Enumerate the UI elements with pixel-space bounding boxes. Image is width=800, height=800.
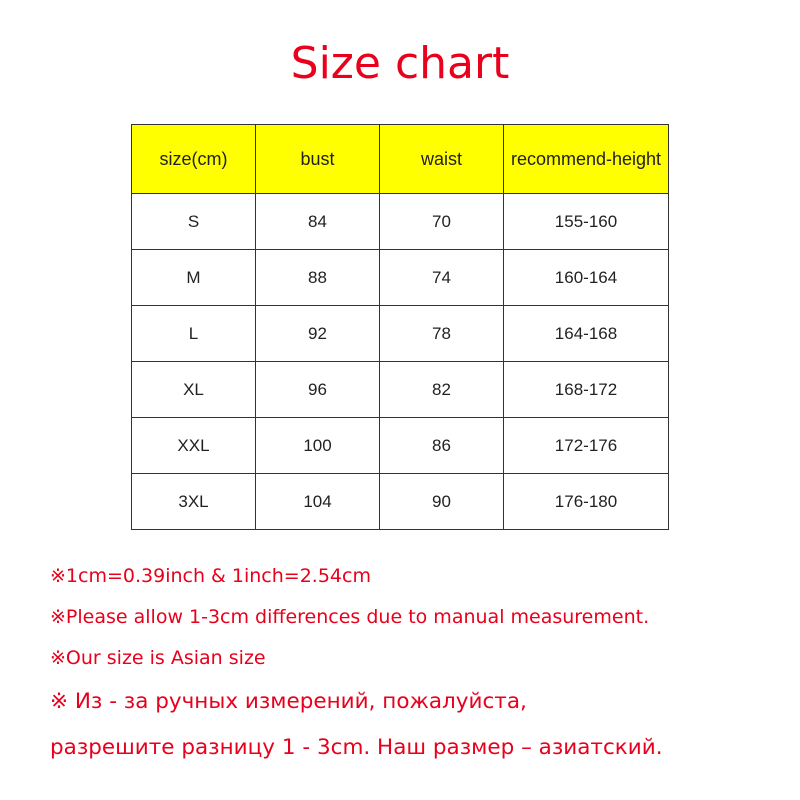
cell-size: S — [132, 194, 256, 250]
table-row — [132, 250, 669, 306]
page-title: Size chart — [290, 38, 510, 89]
cell-size: XL — [132, 362, 256, 418]
size-table — [131, 124, 669, 530]
table-row — [132, 194, 669, 250]
cell-waist: 70 — [380, 194, 504, 250]
cell-bust: 84 — [256, 194, 380, 250]
cell-waist: 74 — [380, 250, 504, 306]
cell-waist: 86 — [380, 418, 504, 474]
cell-height: 172-176 — [504, 418, 669, 474]
note-russian-line-1: ※ Из - за ручных измерений, пожалуйста, — [50, 689, 527, 714]
table-row — [132, 418, 669, 474]
cell-bust: 92 — [256, 306, 380, 362]
cell-waist: 90 — [380, 474, 504, 530]
notes — [50, 556, 790, 771]
cell-waist: 82 — [380, 362, 504, 418]
table-row — [132, 474, 669, 530]
cell-height: 160-164 — [504, 250, 669, 306]
table-header-row — [132, 125, 669, 194]
cell-height: 168-172 — [504, 362, 669, 418]
note-measurement-difference: ※Please allow 1-3cm differences due to manual measurement. — [50, 606, 650, 628]
header-size: size(cm) — [132, 125, 256, 194]
cell-size: XXL — [132, 418, 256, 474]
cell-height: 176-180 — [504, 474, 669, 530]
cell-size: L — [132, 306, 256, 362]
table-row — [132, 362, 669, 418]
cell-bust: 100 — [256, 418, 380, 474]
note-asian-size: ※Our size is Asian size — [50, 647, 266, 669]
header-recommend-height: recommend-height — [504, 125, 669, 194]
cell-size: 3XL — [132, 474, 256, 530]
cell-size: M — [132, 250, 256, 306]
cell-height: 164-168 — [504, 306, 669, 362]
cell-bust: 104 — [256, 474, 380, 530]
cell-waist: 78 — [380, 306, 504, 362]
note-unit-conversion: ※1cm=0.39inch & 1inch=2.54cm — [50, 565, 371, 587]
cell-bust: 96 — [256, 362, 380, 418]
note-russian-line-2: разрешите разницу 1 - 3cm. Наш размер – азиатский. — [50, 735, 663, 760]
header-waist: waist — [380, 125, 504, 194]
table-row — [132, 306, 669, 362]
header-bust: bust — [256, 125, 380, 194]
cell-height: 155-160 — [504, 194, 669, 250]
cell-bust: 88 — [256, 250, 380, 306]
